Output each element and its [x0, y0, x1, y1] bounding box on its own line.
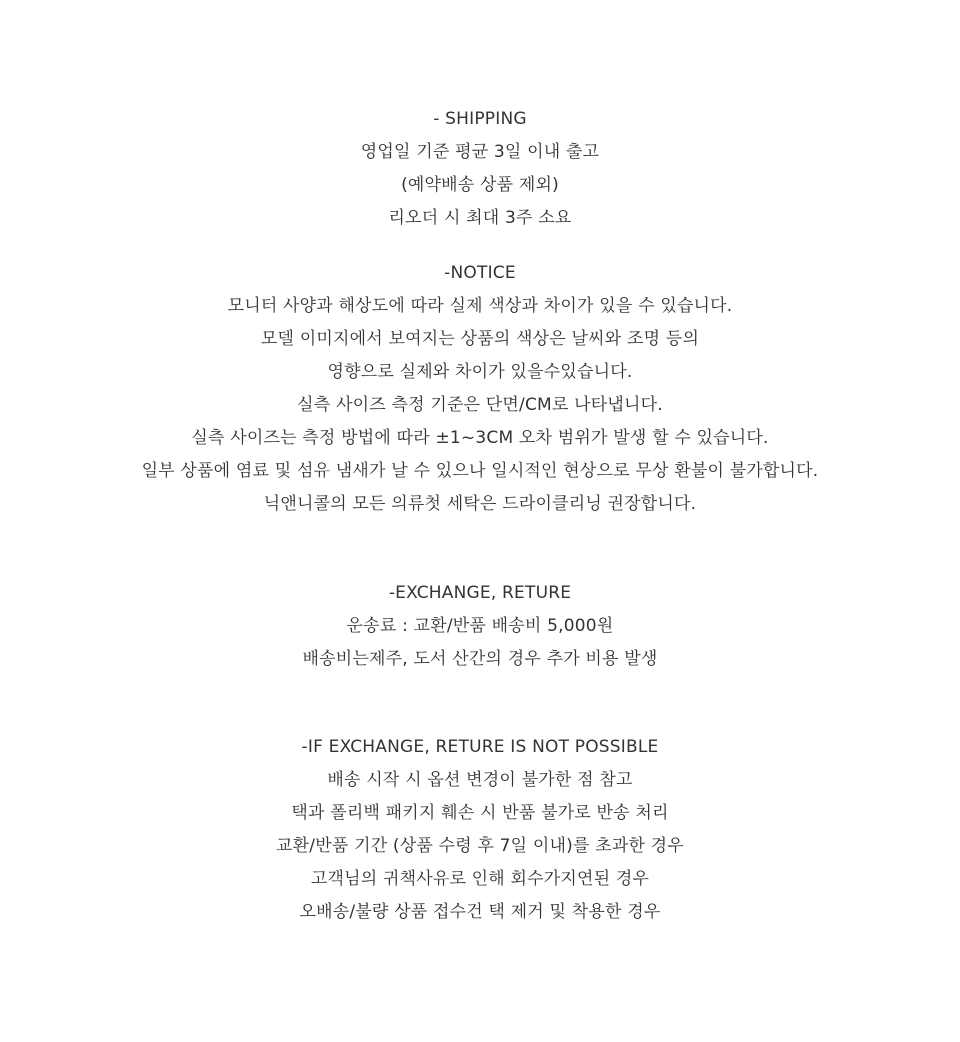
exchange-line: 배송비는제주, 도서 산간의 경우 추가 비용 발생: [302, 649, 658, 669]
exchange-section: [0, 577, 960, 676]
not-possible-line: 오배송/불량 상품 접수건 택 제거 및 착용한 경우: [299, 902, 661, 922]
notice-line: 모델 이미지에서 보여지는 상품의 색상은 날씨와 조명 등의: [260, 329, 700, 349]
not-possible-line: 고객님의 귀책사유로 인해 회수가지연된 경우: [310, 869, 650, 889]
notice-section: [0, 257, 960, 521]
shipping-section: [0, 103, 960, 235]
shipping-line: (예약배송 상품 제외): [401, 175, 559, 195]
not-possible-section: [0, 731, 960, 929]
not-possible-line: 교환/반품 기간 (상품 수령 후 7일 이내)를 초과한 경우: [276, 836, 684, 856]
shipping-line: 리오더 시 최대 3주 소요: [388, 208, 572, 228]
not-possible-line: 배송 시작 시 옵션 변경이 불가한 점 참고: [327, 770, 633, 790]
not-possible-line: 택과 폴리백 패키지 훼손 시 반품 불가로 반송 처리: [291, 803, 669, 823]
notice-line: 모니터 사양과 해상도에 따라 실제 색상과 차이가 있을 수 있습니다.: [227, 296, 733, 316]
notice-line: 영향으로 실제와 차이가 있을수있습니다.: [327, 362, 633, 382]
notice-heading: -NOTICE: [444, 263, 516, 283]
shipping-line: 영업일 기준 평균 3일 이내 출고: [360, 142, 600, 162]
shipping-heading: - SHIPPING: [433, 109, 527, 129]
notice-line: 일부 상품에 염료 및 섬유 냄새가 날 수 있으나 일시적인 현상으로 무상 환불이 불가합니다.: [141, 461, 819, 481]
notice-line: 닉앤니콜의 모든 의류첫 세탁은 드라이클리닝 권장합니다.: [263, 494, 697, 514]
exchange-line: 운송료 : 교환/반품 배송비 5,000원: [346, 616, 614, 636]
notice-line: 실측 사이즈는 측정 방법에 따라 ±1~3CM 오차 범위가 발생 할 수 있습니다.: [191, 428, 769, 448]
notice-line: 실측 사이즈 측정 기준은 단면/CM로 나타냅니다.: [297, 395, 663, 415]
not-possible-heading: -IF EXCHANGE, RETURE IS NOT POSSIBLE: [301, 737, 659, 757]
exchange-heading: -EXCHANGE, RETURE: [388, 583, 572, 603]
